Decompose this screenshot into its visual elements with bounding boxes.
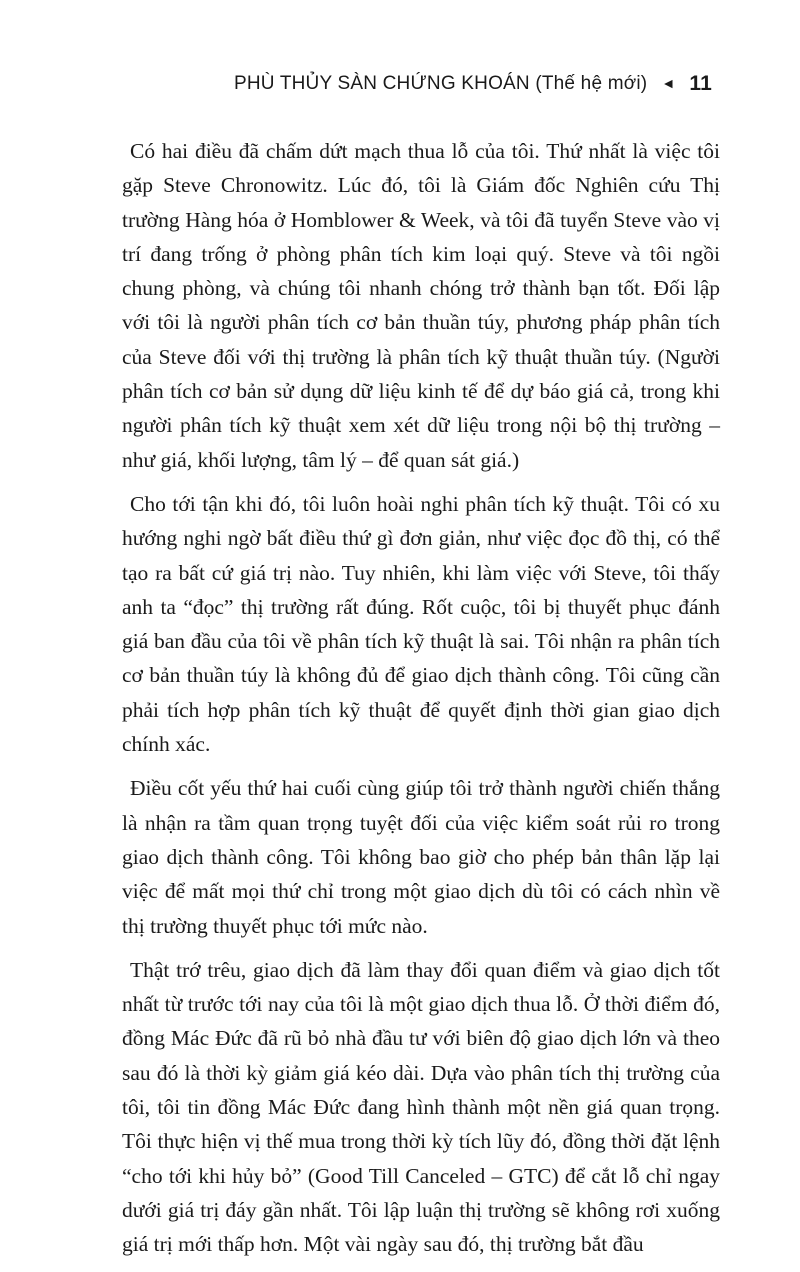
paragraph-1: Có hai điều đã chấm dứt mạch thua lỗ của tôi. Thứ nhất là việc tôi gặp Steve Chronowitz. Lúc đó, tôi là Giám đốc Nghiên cứu Thị trường Hàng hóa ở Homblower & Week, và tôi đã tuyển Steve vào vị trí đang trống ở phòng phân tích kim loại quý. Steve và tôi ngồi chung phòng, và chúng tôi nhanh chóng trở thành bạn tốt. Đối lập với tôi là người phân tích cơ bản thuần túy, phương pháp phân tích của Steve đối với thị trường là phân tích kỹ thuật thuần túy. (Người phân tích cơ bản sử dụng dữ liệu kinh tế để dự báo giá cả, trong khi người phân tích kỹ thuật xem xét dữ liệu trong nội bộ thị trường – như giá, khối lượng, tâm lý – để quan sát giá.) xyxy=(122,139,720,472)
paragraph-2: Cho tới tận khi đó, tôi luôn hoài nghi phân tích kỹ thuật. Tôi có xu hướng nghi ngờ bất điều thứ gì đơn giản, như việc đọc đồ thị, có thể tạo ra bất cứ giá trị nào. Tuy nhiên, khi làm việc với Steve, tôi thấy anh ta “đọc” thị trường rất đúng. Rốt cuộc, tôi bị thuyết phục đánh giá ban đầu của tôi về phân tích kỹ thuật là sai. Tôi nhận ra phân tích cơ bản thuần túy là không đủ để giao dịch thành công. Tôi cũng cần phải tích hợp phân tích kỹ thuật để quyết định thời gian giao dịch chính xác. xyxy=(122,491,720,757)
paragraph-3: Điều cốt yếu thứ hai cuối cùng giúp tôi trở thành người chiến thắng là nhận ra tầm quan trọng tuyệt đối của việc kiểm soát rủi ro trong giao dịch thành công. Tôi không bao giờ cho phép bản thân lặp lại việc để mất mọi thứ chỉ trong một giao dịch dù tôi có cách nhìn về thị trường thuyết phục tới mức nào. xyxy=(122,776,720,938)
running-title: PHÙ THỦY SÀN CHỨNG KHOÁN (Thế hệ mới) xyxy=(233,73,648,94)
page-number: 11 xyxy=(689,72,712,95)
left-arrow-icon: ◄ xyxy=(661,75,676,91)
running-header xyxy=(234,72,712,96)
body-text xyxy=(122,134,720,1272)
paragraph-4: Thật trớ trêu, giao dịch đã làm thay đổi quan điểm và giao dịch tốt nhất từ trước tới nay của tôi là một giao dịch thua lỗ. Ở thời điểm đó, đồng Mác Đức đã rũ bỏ nhà đầu tư với biên độ giao dịch lớn và theo sau đó là thời kỳ giảm giá kéo dài. Dựa vào phân tích thị trường của tôi, tôi tin đồng Mác Đức đang hình thành một nền giá quan trọng. Tôi thực hiện vị thế mua trong thời kỳ tích lũy đó, đồng thời đặt lệnh “cho tới khi hủy bỏ” (Good Till Canceled – GTC) để cắt lỗ chỉ ngay dưới giá trị đáy gần nhất. Tôi lập luận thị trường sẽ không rơi xuống giá trị mới thấp hơn. Một vài ngày sau đó, thị trường bắt đầu xyxy=(122,957,720,1257)
